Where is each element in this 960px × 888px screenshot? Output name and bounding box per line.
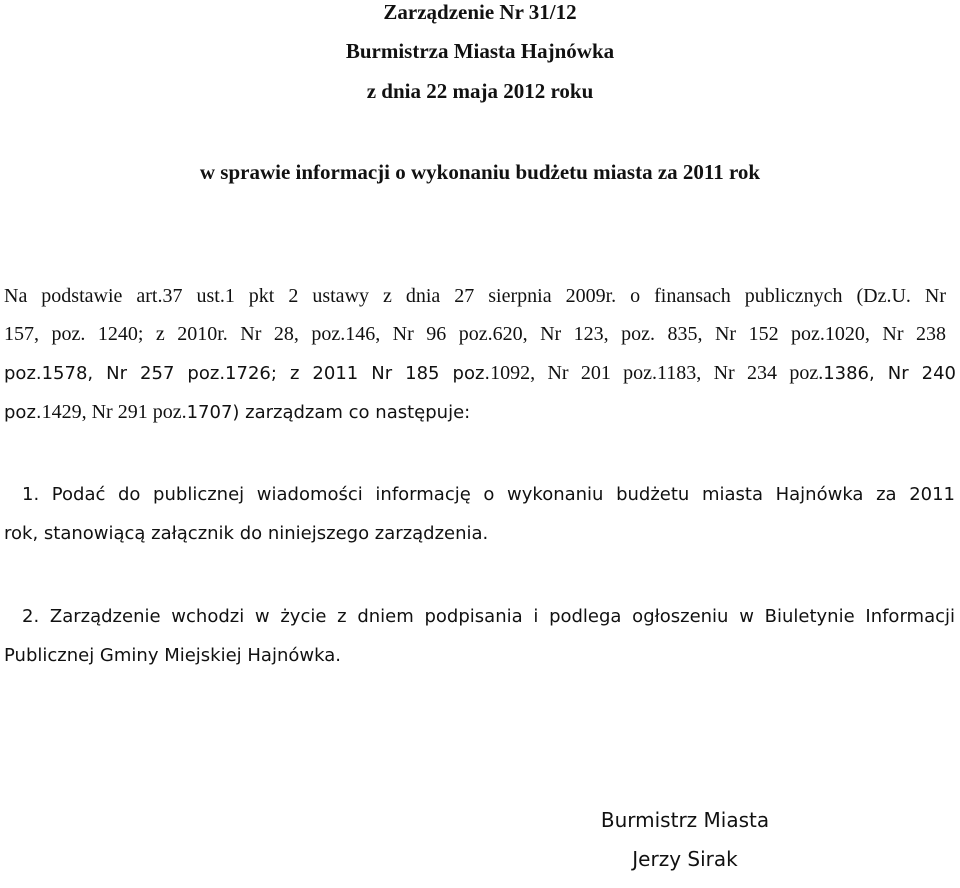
preamble-line-3-part-d: 1386, Nr 240 [823, 363, 957, 384]
date-line: z dnia 22 maja 2012 roku [366, 79, 594, 103]
document-title: Zarządzenie Nr 31/12 [383, 0, 577, 24]
preamble-line-3-part-a: poz.1578, Nr 257 poz.1726; z 2011 Nr 185 poz. [4, 363, 491, 384]
preamble-line-3-part-b: 1092, Nr 201 poz. [490, 362, 658, 384]
signature-title: Burmistrz Miasta [600, 808, 770, 832]
section-1-line-1: 1. Podać do publicznej wiadomości informację o wykonaniu budżetu miasta Hajnówka za 2011 [22, 484, 955, 505]
subject-line: w sprawie informacji o wykonaniu budżetu miasta za 2011 rok [199, 160, 761, 184]
preamble-line-3-part-c: 1183, Nr 234 poz. [657, 362, 824, 384]
preamble-line-4-part-a: poz. [4, 402, 42, 423]
signature-name: Jerzy Sirak [632, 847, 738, 871]
section-2-line-2: Publicznej Gminy Miejskiej Hajnówka. [4, 645, 341, 666]
preamble-line-1: Na podstawie art.37 ust.1 pkt 2 ustawy z dnia 27 sierpnia 2009r. o finansach publicznych (Dz.U. Nr [4, 285, 946, 307]
preamble-line-4-part-b: 1429, Nr 291 poz. [41, 401, 187, 423]
preamble-line-3 [4, 361, 956, 386]
section-2-line-1: 2. Zarządzenie wchodzi w życie z dniem podpisania i podlega ogłoszeniu w Biuletynie Informacji [22, 606, 955, 627]
issuer-line: Burmistrza Miasta Hajnówka [345, 39, 615, 63]
preamble-line-4 [4, 400, 470, 425]
preamble-line-4-part-c: 1707) zarządzam co następuje: [186, 402, 471, 423]
preamble-line-2: 157, poz. 1240; z 2010r. Nr 28, poz.146, Nr 96 poz.620, Nr 123, poz. 835, Nr 152 poz.1020, Nr 238 [4, 323, 946, 345]
section-1-line-2: rok, stanowiącą załącznik do niniejszego zarządzenia. [4, 523, 489, 544]
